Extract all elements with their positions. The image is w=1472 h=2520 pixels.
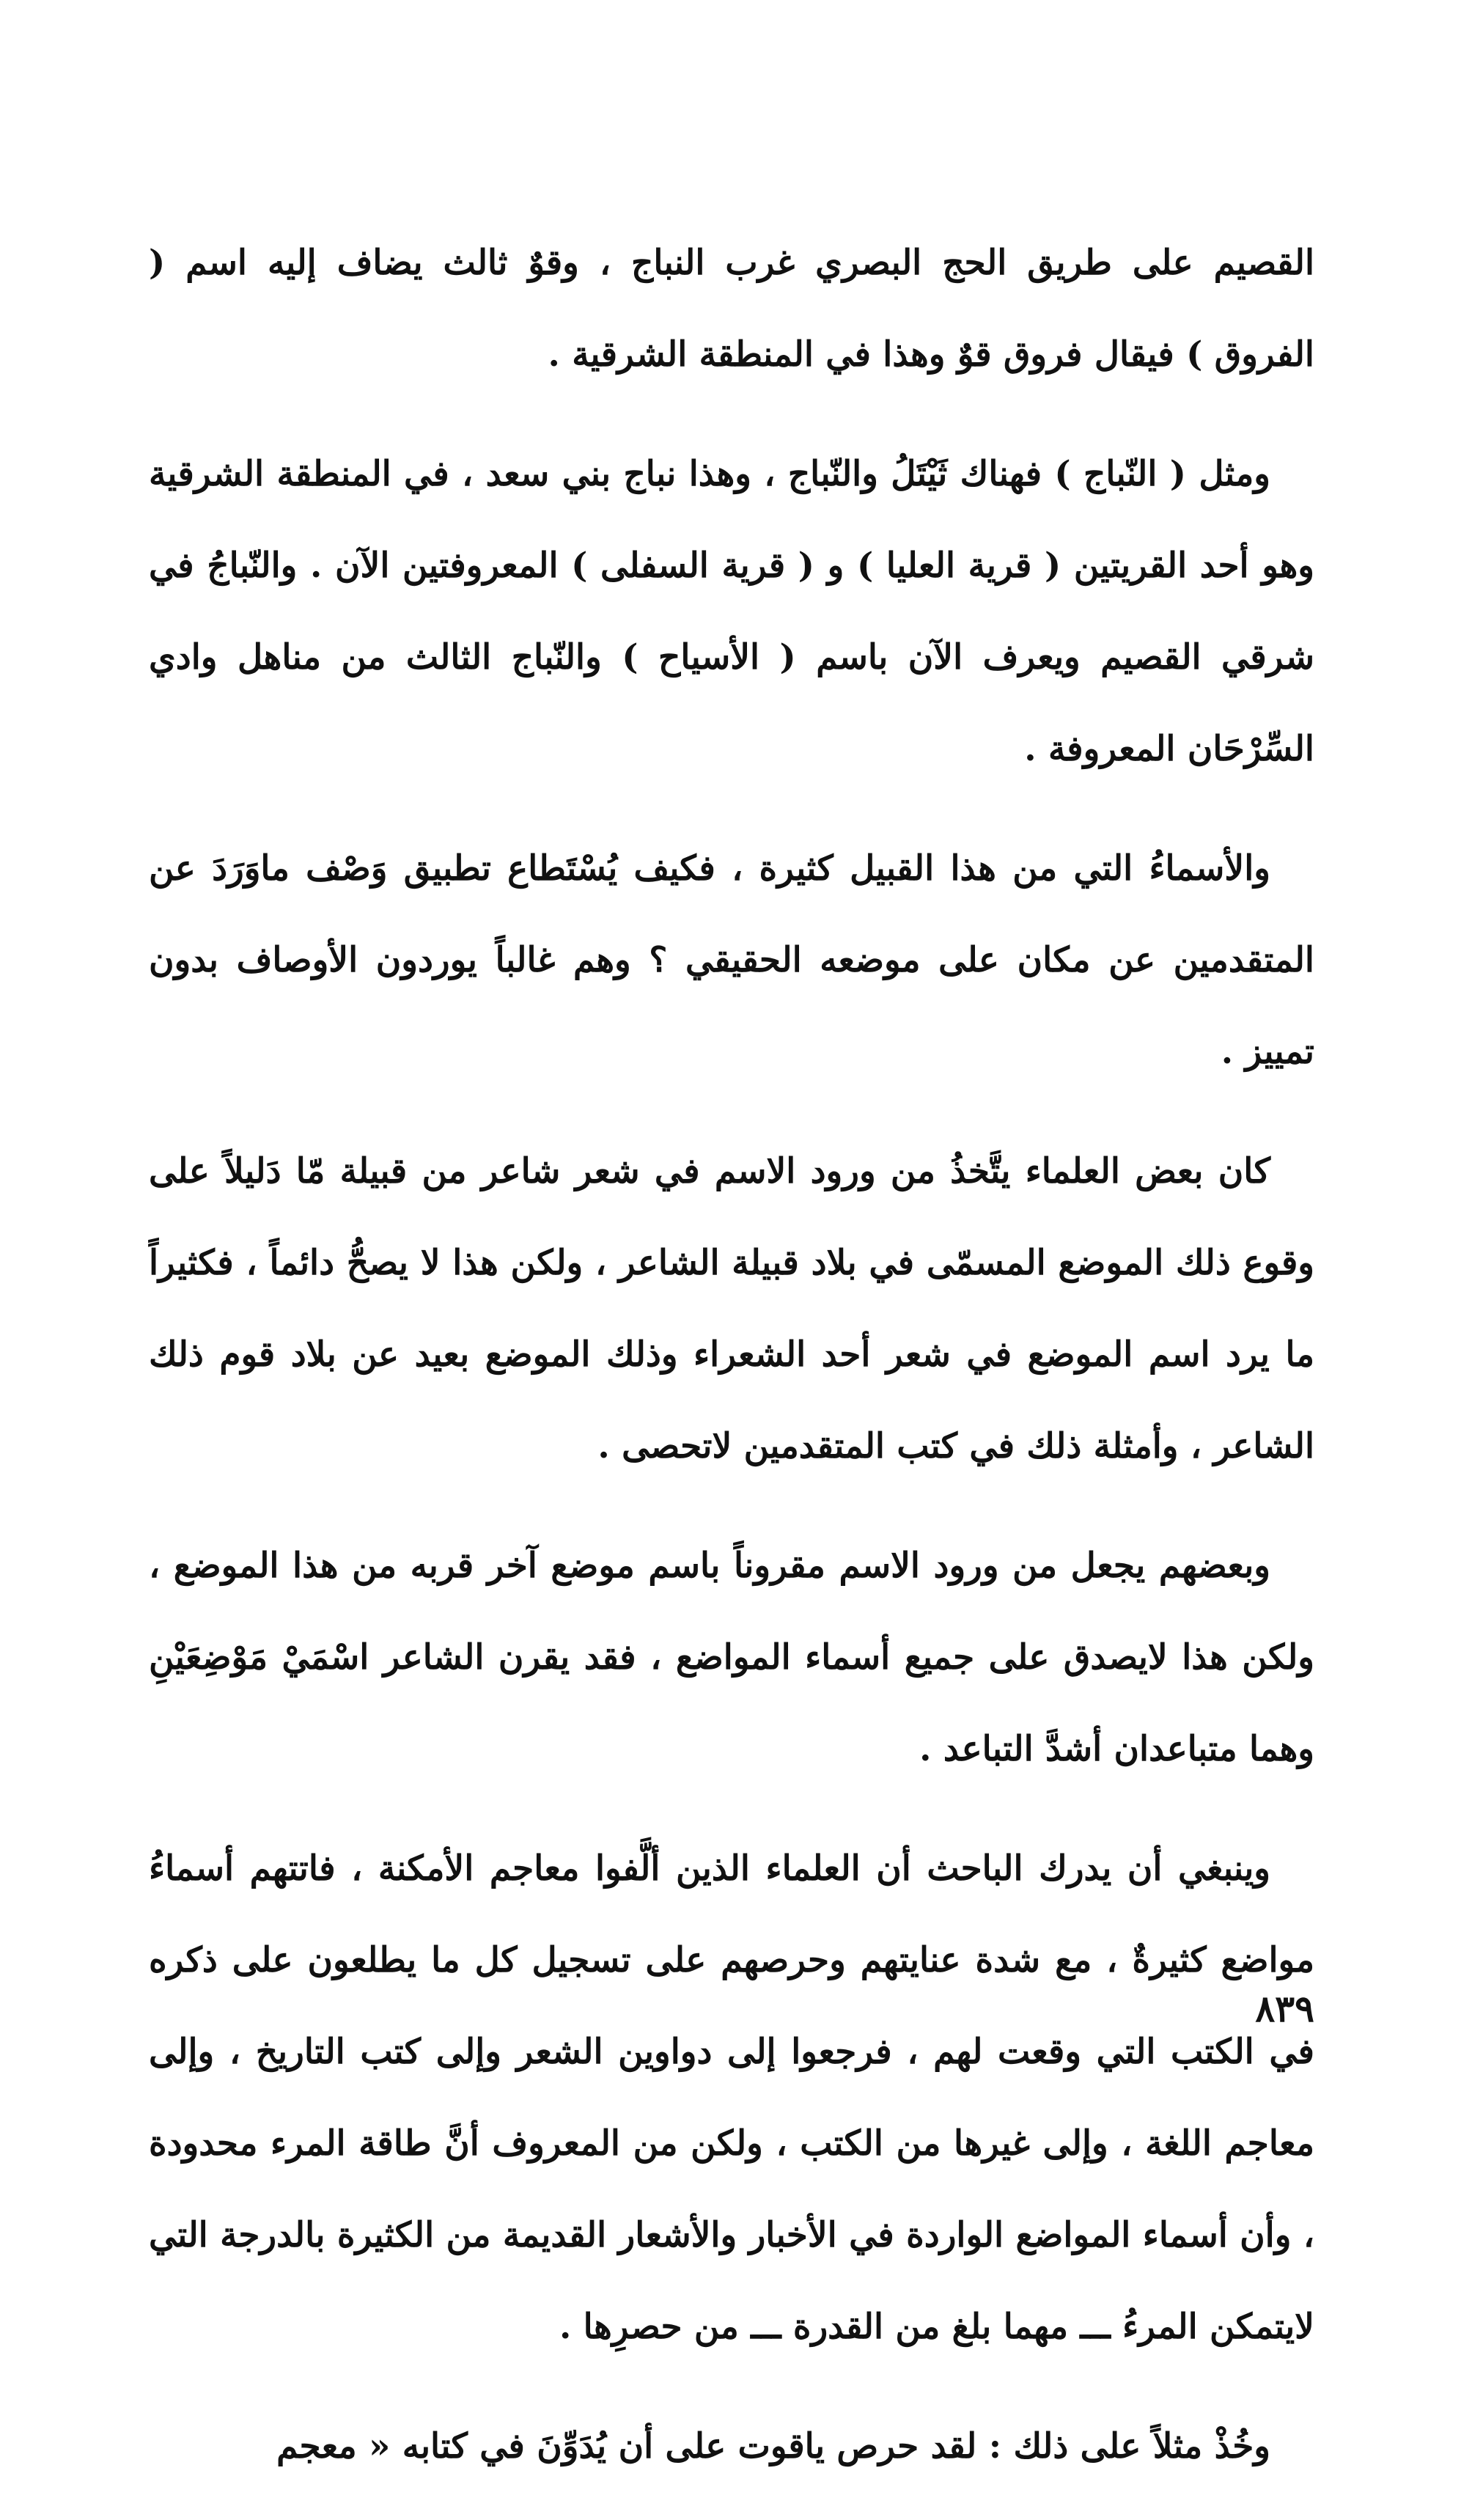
paragraph-6: وينبغي أن يدرك الباحث أن العلماء الذين ألَّفوا معاجم الأمكنة ، فاتتهم أسماءُ مواضع كثيرةٌ ، مع شدة عنايتهم وحرصهم على تسجيل كل ما يطلعون على ذكره في الكتب التي وقعت لهم ، فرجعوا إلى دواوين الشعر وإلى كتب التاريخ ، وإلى معاجم اللغة ، وإلى غيرها من الكتب ، ولكن من المعروف أنَّ طاقة المرء محدودة ، وأن أسماء المواضع الواردة في الأخبار والأشعار القديمة من الكثيرة بالدرجة التي لايتمكن المرءُ ـــ مهما بلغ من القدرة ـــ من حصرِها .	[149, 1848, 1314, 2347]
page-number: ٨٣٩	[1255, 1987, 1314, 2030]
paragraph-2: ومثل ( النّباج ) فهناك ثَيْتَلُ والنّباج ، وهذا نباج بني سعد ، في المنطقة الشرقية وهو أحد القريتين ( قرية العليا ) و ( قرية السفلى ) المعروفتين الآن . والنّباجُ في شرقي القصيم ويعرف الآن باسم ( الأسياح ) والنّباج الثالث من مناهل وادي السِّرْحَان المعروفة .	[149, 454, 1314, 769]
paragraph-1: القصيم على طريق الحج البصري غرب النباج ، وقوٌ ثالث يضاف إليه اسم ( الفروق ) فيقال فروق قوٌ وهذا في المنطقة الشرقية .	[149, 243, 1314, 375]
body-text	[149, 217, 1314, 2520]
paragraph-4: كان بعض العلماء يتَّخذُ من ورود الاسم في شعر شاعر من قبيلة مّا دَليلاً على وقوع ذلك الموضع المسمّى في بلاد قبيلة الشاعر ، ولكن هذا لا يصحُّ دائماً ، فكثيراً ما يرد اسم الموضع في شعر أحد الشعراء وذلك الموضع بعيد عن بلاد قوم ذلك الشاعر ، وأمثلة ذلك في كتب المتقدمين لاتحصى .	[149, 1151, 1314, 1466]
paragraph-5: وبعضهم يجعل من ورود الاسم مقروناً باسم موضع آخر قربه من هذا الموضع ، ولكن هذا لايصدق على جميع أسماء المواضع ، فقد يقرن الشاعر اسْمَيْ مَوْضِعَيْنِ وهما متباعدان أشدَّ التباعد .	[149, 1546, 1314, 1769]
paragraph-7: وخُذْ مثلاً على ذلك : لقد حرص ياقوت على أن يُدَوِّنَ في كتابه « معجم	[276, 2426, 1270, 2466]
paragraph-3: والأسماءُ التي من هذا القبيل كثيرة ، فكيف يُسْتَطاع تطبيق وَصْف ماوَرَدَ عن المتقدمين عن مكان على موضعه الحقيقي ؟ وهم غالباً يوردون الأوصاف بدون تمييز .	[149, 848, 1314, 1072]
